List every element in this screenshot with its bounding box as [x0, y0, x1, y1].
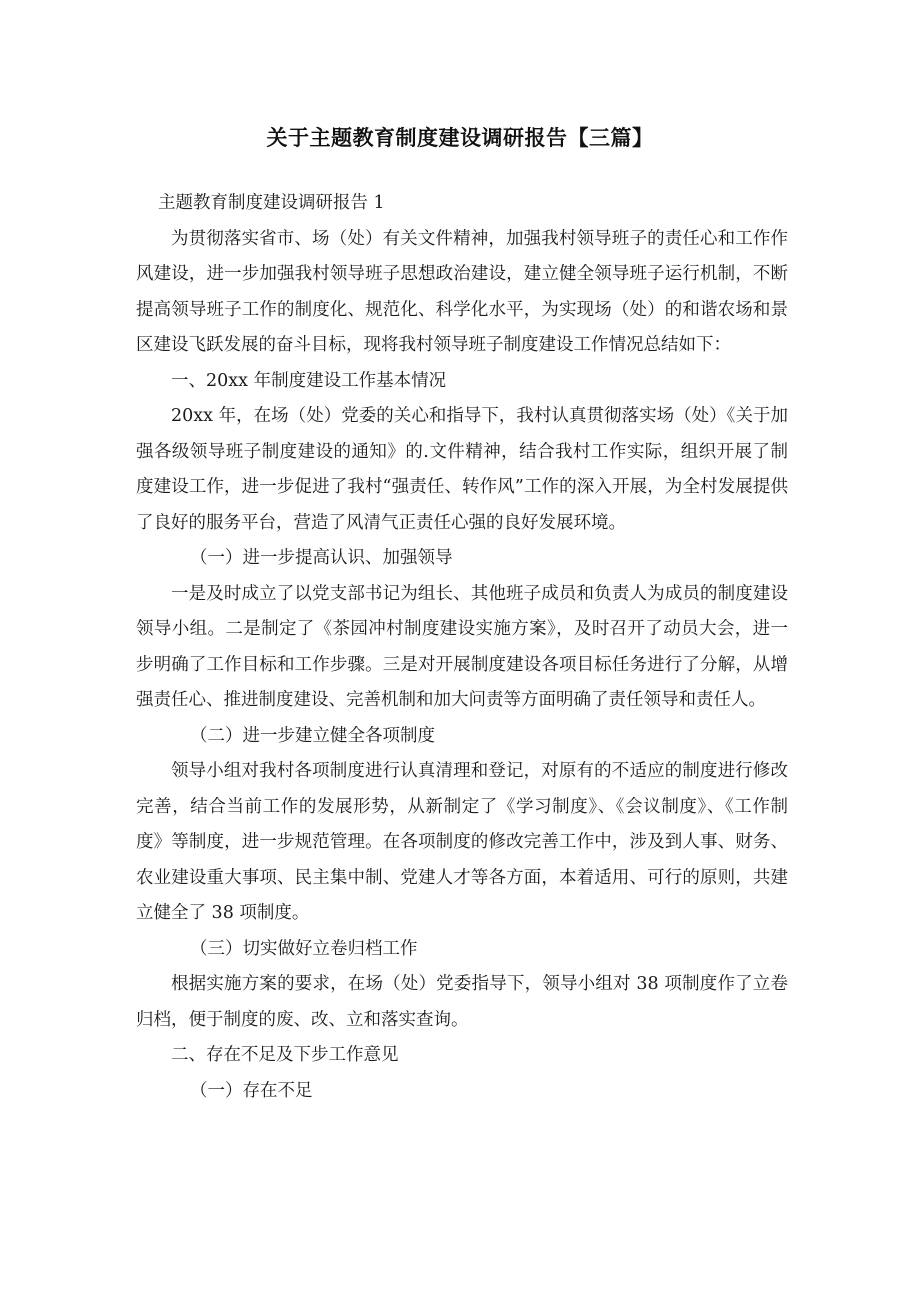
- subsection-heading-4: （一）存在不足: [190, 1080, 313, 1101]
- subsection-2-paragraph: 领导小组对我村各项制度进行认真清理和登记，对原有的不适应的制度进行修改完善，结合当前工作的发展形势，从新制定了《学习制度》、《会议制度》、《工作制度》等制度，进一步规范管理。在各项制度的修改完善工作中，涉及到人事、财务、农业建设重大事项、民主集中制、党建人才等各方面，本着适用、可行的原则，共建立健全了 38 项制度。: [136, 761, 788, 923]
- subsection-3-paragraph: 根据实施方案的要求，在场（处）党委指导下，领导小组对 38 项制度作了立卷归档，便于制度的废、改、立和落实查询。: [136, 974, 788, 1030]
- section-1-paragraph: 20xx 年，在场（处）党委的关心和指导下，我村认真贯彻落实场（处）《关于加强各级领导班子制度建设的通知》的.文件精神，结合我村工作实际，组织开展了制度建设工作，进一步促进了我村“强责任、转作风”工作的深入开展，为全村发展提供了良好的服务平台，营造了风清气正责任心强的良好发展环境。: [136, 406, 788, 533]
- section-heading-2: 二、存在不足及下步工作意见: [171, 1045, 399, 1065]
- report-subtitle: 主题教育制度建设调研报告 1: [158, 193, 385, 213]
- document-body: [136, 186, 788, 1109]
- intro-paragraph: 为贯彻落实省市、场（处）有关文件精神，加强我村领导班子的责任心和工作作风建设，进一步加强我村领导班子思想政治建设，建立健全领导班子运行机制，不断提高领导班子工作的制度化、规范化、科学化水平，为实现场（处）的和谐农场和景区建设飞跃发展的奋斗目标，现将我村领导班子制度建设工作情况总结如下：: [136, 228, 788, 355]
- subsection-1-paragraph: 一是及时成立了以党支部书记为组长、其他班子成员和负责人为成员的制度建设领导小组。二是制定了《茶园冲村制度建设实施方案》，及时召开了动员大会，进一步明确了工作目标和工作步骤。三是对开展制度建设各项目标任务进行了分解，从增强责任心、推进制度建设、完善机制和加大问责等方面明确了责任领导和责任人。: [136, 583, 788, 710]
- section-heading-1: 一、20xx 年制度建设工作基本情况: [171, 370, 447, 391]
- subsection-heading-1: （一）进一步提高认识、加强领导: [190, 548, 453, 568]
- subsection-heading-2: （二）进一步建立健全各项制度: [190, 725, 435, 746]
- subsection-heading-3: （三）切实做好立卷归档工作: [190, 938, 418, 959]
- document-title: 关于主题教育制度建设调研报告【三篇】: [266, 126, 654, 150]
